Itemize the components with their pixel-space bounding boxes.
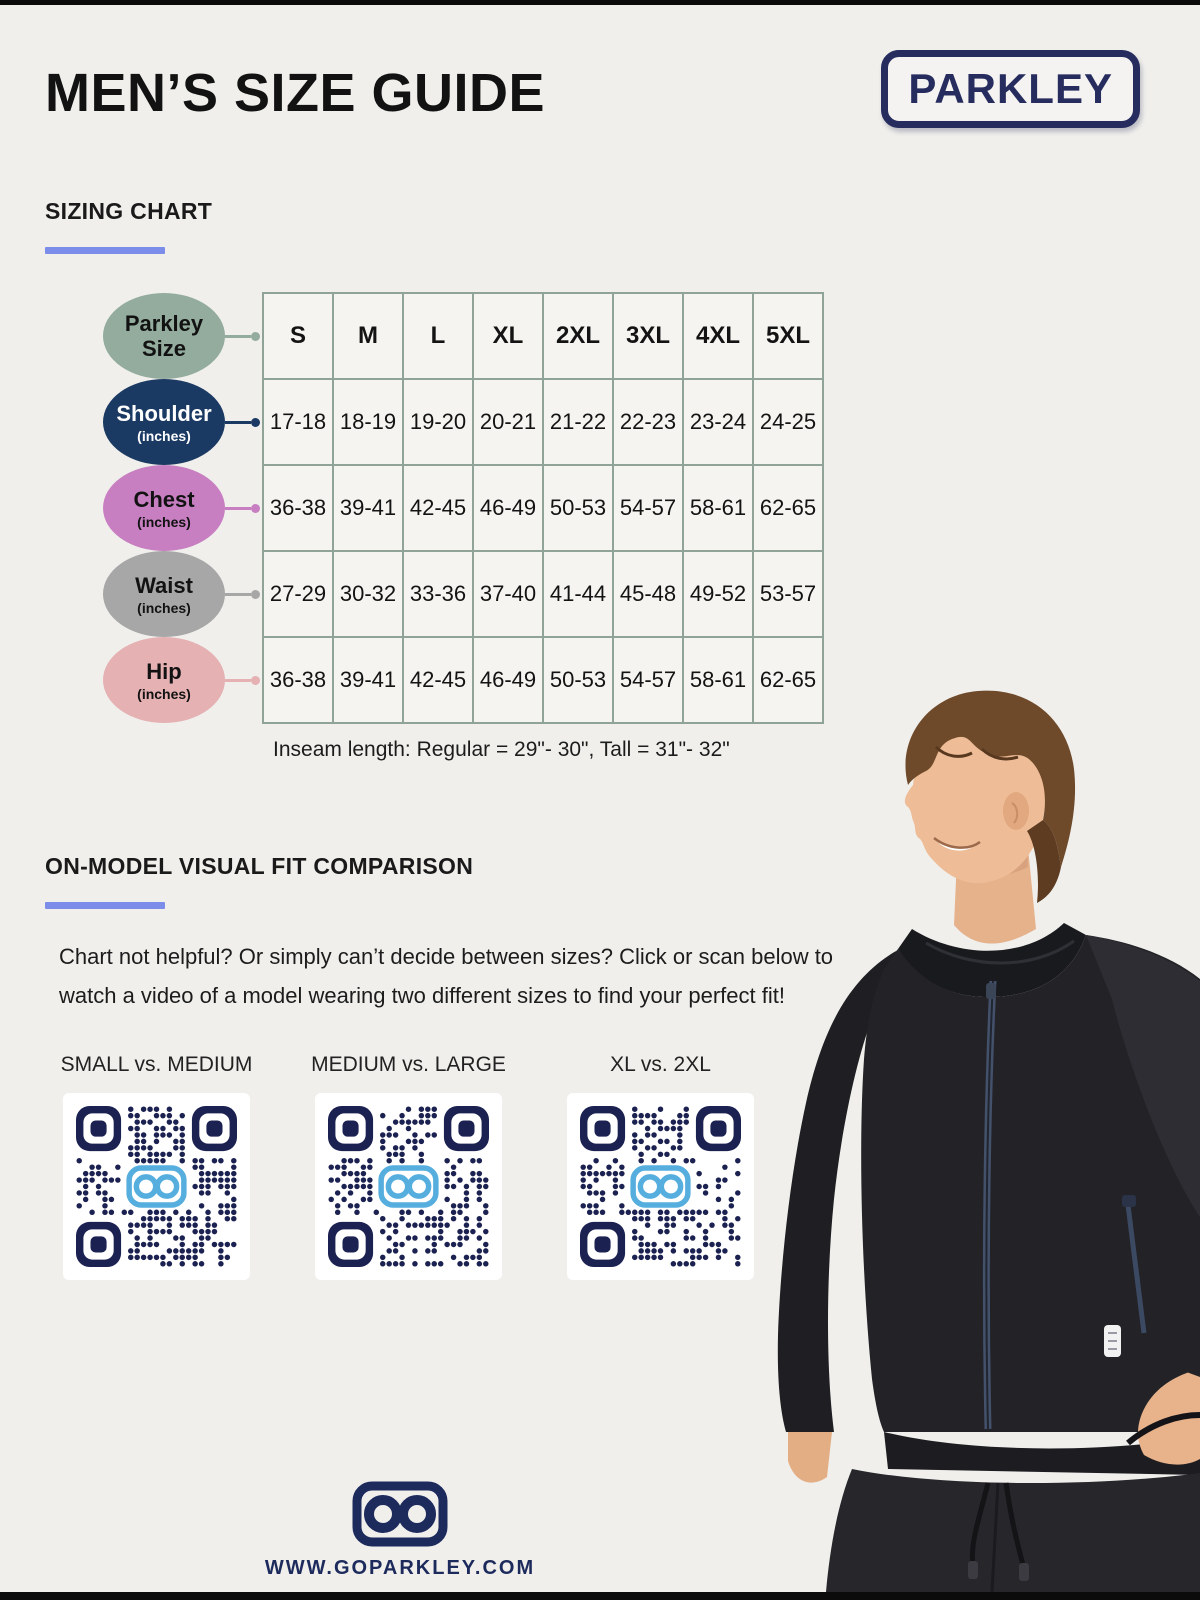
size-value-cell: 49-52 — [683, 551, 753, 637]
qr-code-row — [60, 1053, 839, 1280]
label-connector-dot — [251, 676, 260, 685]
row-label-cell — [45, 293, 263, 379]
row-label-cell — [45, 551, 263, 637]
size-value-cell: 54-57 — [613, 637, 683, 723]
size-column-header: S — [263, 293, 333, 379]
row-label-bubble: Hip (inches) — [103, 637, 225, 723]
size-column-header: 2XL — [543, 293, 613, 379]
top-border — [0, 0, 1200, 5]
size-table — [45, 292, 824, 724]
size-column-header: L — [403, 293, 473, 379]
size-value-cell: 27-29 — [263, 551, 333, 637]
size-column-header: 5XL — [753, 293, 823, 379]
row-label-cell — [45, 379, 263, 465]
size-value-cell: 33-36 — [403, 551, 473, 637]
row-label-cell — [45, 637, 263, 723]
size-value-cell: 39-41 — [333, 465, 403, 551]
size-value-cell: 42-45 — [403, 465, 473, 551]
label-connector — [225, 507, 251, 510]
size-value-cell: 20-21 — [473, 379, 543, 465]
size-value-cell: 36-38 — [263, 637, 333, 723]
size-value-cell: 45-48 — [613, 551, 683, 637]
size-value-cell: 62-65 — [753, 637, 823, 723]
fit-comparison-section — [45, 853, 839, 1280]
size-column-header: XL — [473, 293, 543, 379]
row-label-cell — [45, 465, 263, 551]
row-label-bubble: Chest (inches) — [103, 465, 225, 551]
size-value-cell: 54-57 — [613, 465, 683, 551]
size-value-cell: 42-45 — [403, 637, 473, 723]
size-column-header: 3XL — [613, 293, 683, 379]
sizing-chart-section — [45, 198, 824, 762]
qr-block — [311, 1053, 506, 1280]
size-column-header: 4XL — [683, 293, 753, 379]
heading-underline — [45, 247, 165, 254]
label-connector — [225, 421, 251, 424]
heading-underline — [45, 902, 165, 909]
row-label-bubble: Parkley Size — [103, 293, 225, 379]
size-value-cell: 46-49 — [473, 465, 543, 551]
size-value-cell: 22-23 — [613, 379, 683, 465]
size-value-cell: 46-49 — [473, 637, 543, 723]
label-connector-dot — [251, 418, 260, 427]
fit-comparison-description: Chart not helpful? Or simply can’t decide between sizes? Click or scan below to watch a video of a model wearing two different sizes to find your perfect fit! — [59, 944, 834, 1008]
qr-code[interactable] — [315, 1093, 502, 1280]
row-label-bubble: Shoulder (inches) — [103, 379, 225, 465]
header — [45, 50, 1140, 128]
row-label-bubble: Waist (inches) — [103, 551, 225, 637]
qr-block — [60, 1053, 253, 1280]
size-value-cell: 18-19 — [333, 379, 403, 465]
size-value-cell: 21-22 — [543, 379, 613, 465]
size-value-cell: 19-20 — [403, 379, 473, 465]
website-link[interactable]: WWW.GOPARKLEY.COM — [264, 1557, 536, 1579]
brand-logo: PARKLEY — [881, 50, 1140, 128]
size-value-cell: 37-40 — [473, 551, 543, 637]
bottom-border — [0, 1592, 1200, 1600]
size-value-cell: 58-61 — [683, 637, 753, 723]
size-value-cell: 39-41 — [333, 637, 403, 723]
size-value-cell: 41-44 — [543, 551, 613, 637]
size-column-header: M — [333, 293, 403, 379]
label-connector-dot — [251, 332, 260, 341]
goggles-logo-icon — [352, 1481, 448, 1547]
size-value-cell: 62-65 — [753, 465, 823, 551]
page-title: MEN’S SIZE GUIDE — [45, 63, 546, 123]
qr-code[interactable] — [567, 1093, 754, 1280]
size-value-cell: 30-32 — [333, 551, 403, 637]
size-value-cell: 50-53 — [543, 637, 613, 723]
label-connector-dot — [251, 590, 260, 599]
size-value-cell: 24-25 — [753, 379, 823, 465]
footer — [0, 1481, 740, 1580]
size-value-cell: 50-53 — [543, 465, 613, 551]
qr-label: SMALL vs. MEDIUM — [60, 1053, 253, 1076]
size-value-cell: 17-18 — [263, 379, 333, 465]
label-connector — [225, 335, 251, 338]
qr-code[interactable] — [63, 1093, 250, 1280]
label-connector — [225, 593, 251, 596]
qr-block — [567, 1053, 754, 1280]
size-value-cell: 23-24 — [683, 379, 753, 465]
label-connector — [225, 679, 251, 682]
size-value-cell: 53-57 — [753, 551, 823, 637]
qr-label: XL vs. 2XL — [610, 1053, 711, 1076]
size-value-cell: 58-61 — [683, 465, 753, 551]
sizing-chart-heading: SIZING CHART — [45, 198, 213, 224]
inseam-note: Inseam length: Regular = 29"- 30", Tall = 31"- 32" — [273, 738, 730, 761]
fit-comparison-heading: ON-MODEL VISUAL FIT COMPARISON — [45, 853, 474, 879]
qr-label: MEDIUM vs. LARGE — [311, 1053, 506, 1076]
size-value-cell: 36-38 — [263, 465, 333, 551]
label-connector-dot — [251, 504, 260, 513]
